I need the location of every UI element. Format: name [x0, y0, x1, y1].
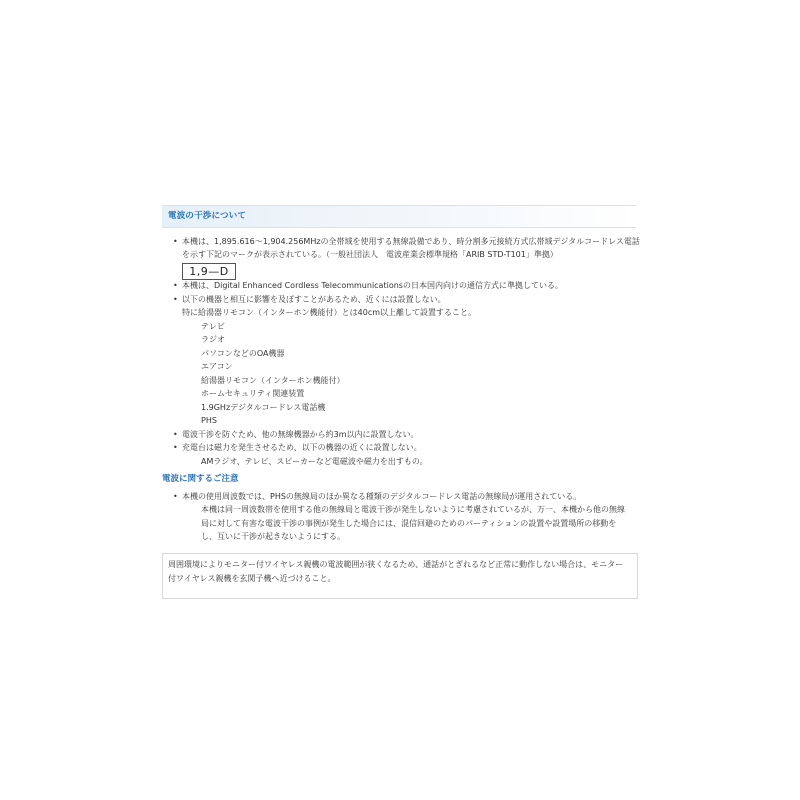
notice-line1: 周囲環境によりモニター付ワイヤレス親機の電波範囲が狭くなるため、通話がとぎれるなど正常に動作しない場合は、モニター — [168, 560, 624, 569]
bullet: • — [173, 492, 178, 501]
bullet: • — [173, 295, 178, 304]
section1-header — [162, 205, 636, 228]
s2-item1-line1: 本機の使用周波数では、PHSの無線局のほか異なる種類のデジタルコードレス電話の無線局が運用されている。 — [182, 492, 582, 501]
item1-line1: 本機は、1,895.616〜1,904.256MHzの全帯域を使用する無線設備であり、時分割多元接続方式広帯域デジタルコードレス電話 — [182, 237, 640, 246]
item3-line1: 以下の機器と相互に影響を及ぼすことがあるため、近くには設置しない。 — [182, 295, 446, 304]
item5-line2: AMラジオ、テレビ、スピーカーなど電磁波や磁力を出すもの。 — [201, 457, 428, 466]
bullet: • — [173, 237, 178, 246]
bullet: • — [173, 443, 178, 452]
bullet: • — [173, 281, 178, 290]
item2-text: 本機は、Digital Enhanced Cordless Telecommunicationsの日本国内向けの通信方式に準拠している。 — [182, 281, 563, 290]
notice-box — [162, 553, 638, 599]
item4-text: 電波干渉を防ぐため、他の無線機器から約3m以内に設置しない。 — [182, 430, 419, 439]
device-item: ラジオ — [201, 335, 225, 344]
bullet: • — [173, 430, 178, 439]
device-item: PHS — [201, 416, 217, 425]
section2-title: 電波に関するご注意 — [162, 474, 239, 484]
s2-item1-line3: 局に対して有害な電波干渉の事例が発生した場合には、混信回避のためのパーティションの設置や設置場所の移動を — [201, 519, 617, 528]
device-item: テレビ — [201, 322, 225, 331]
s2-item1-line2: 本機は同一周波数帯を使用する他の無線局と電波干渉が発生しないように考慮されているが、万一、本機から他の無線 — [201, 505, 625, 514]
device-item: エアコン — [201, 362, 233, 371]
dect-mark: 1,9—D — [182, 263, 236, 280]
item5-line1: 充電台は磁力を発生させるため、以下の機器の近くに設置しない。 — [182, 443, 422, 452]
device-item: 1.9GHzデジタルコードレス電話機 — [201, 403, 326, 412]
notice-line2: 付ワイヤレス親機を玄関子機へ近づけること。 — [168, 573, 336, 583]
item3-line2: 特に給湯器リモコン（インターホン機能付）とは40cm以上離して設置すること。 — [182, 308, 477, 317]
device-item: ホームセキュリティ関連装置 — [201, 389, 305, 398]
s2-item1-line4: し、互いに干渉が起きないようにする。 — [201, 532, 345, 541]
device-item: 給湯器リモコン（インターホン機能付） — [201, 376, 345, 385]
item1-line2: を示す下記のマークが表示されている。（一般社団法人 電波産業会標準規格「ARIB STD-T101」準拠） — [182, 250, 558, 259]
device-item: パソコンなどのOA機器 — [201, 349, 285, 358]
section1-title: 電波の干渉について — [168, 211, 247, 221]
